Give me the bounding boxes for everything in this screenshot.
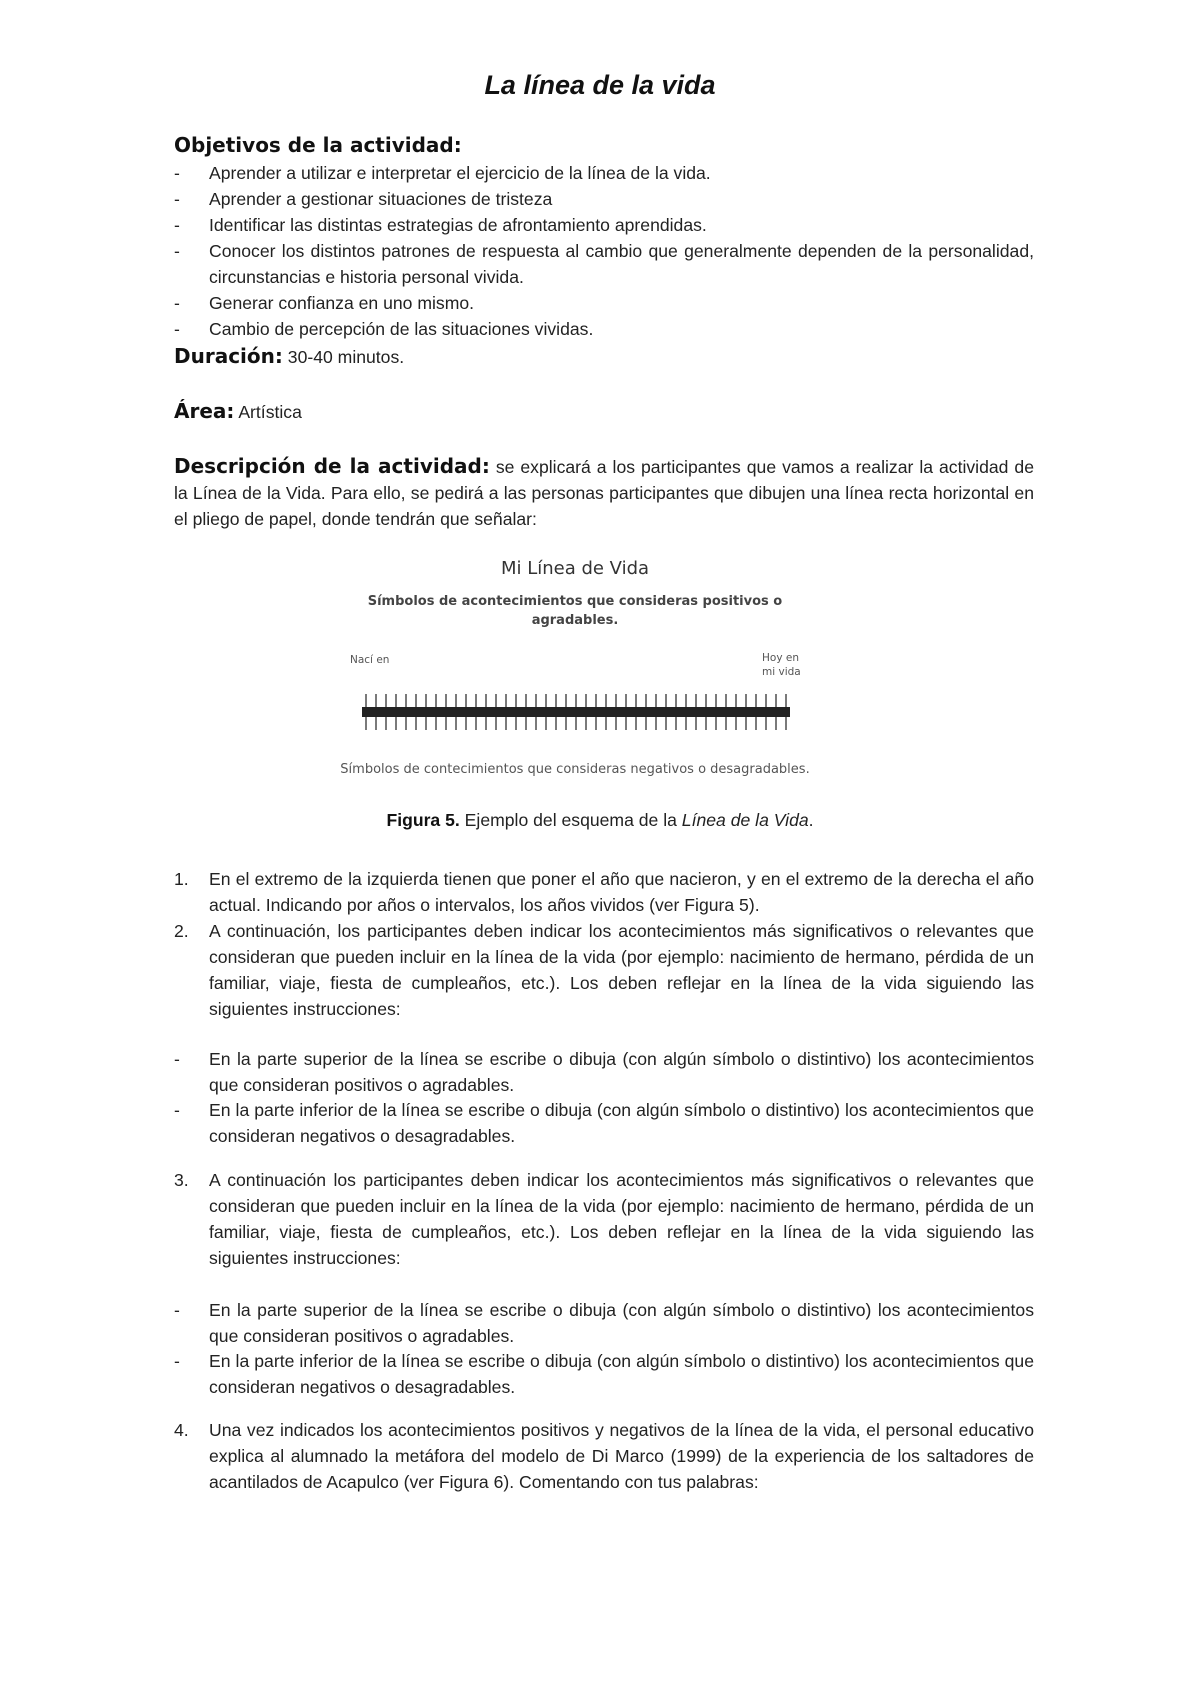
figure-left-label: Nací en [350,654,390,666]
bullet-superior: En la parte superior de la línea se escribe o dibuja (con algún símbolo o distintivo) los acontecimientos que consideran positivos o agradables. [209,1300,1034,1346]
area-label: Área: [174,399,235,423]
duracion-label: Duración: [174,344,283,368]
figure-positive-label: Símbolos de acontecimientos que consideras positivos o agradables. [367,594,783,628]
bullet-inferior: En la parte inferior de la línea se escribe o dibuja (con algún símbolo o distintivo) los acontecimientos que consideran negativos o desagradables. [209,1100,1034,1146]
list-marker: - [174,215,180,235]
step-number: 2. [174,921,189,941]
caption-label: Figura 5. [386,810,460,830]
duracion-value: 30-40 minutos. [282,347,405,367]
bullet-superior: En la parte superior de la línea se escribe o dibuja (con algún símbolo o distintivo) los acontecimientos que consideran positivos o agradables. [209,1049,1034,1095]
caption-italic: Línea de la Vida [681,810,809,830]
figure-title: Mi Línea de Vida [500,558,650,579]
list-marker: - [174,1300,180,1320]
step-number: 1. [174,869,189,889]
step-text: A continuación los participantes deben indicar los acontecimientos más significativos o relevantes que consideran que pueden incluir en la línea de la vida (por ejemplo: nacimiento de hermano, pérdida de un familiar, viaje, fiesta de cumpleaños, etc.). Los deben reflejar en la línea de la vida siguiendo las siguientes instrucciones: [209,1170,1034,1268]
objetivo-text: Aprender a gestionar situaciones de tristeza [209,189,553,209]
list-marker: - [174,1100,180,1120]
step-text: En el extremo de la izquierda tienen que poner el año que nacieron, y en el extremo de la derecha el año actual. Indicando por años o intervalos, los años vividos (ver Figura 5). [209,869,1034,915]
list-marker: - [174,1351,180,1371]
step-number: 4. [174,1420,189,1440]
page-title: La línea de la vida [484,70,716,100]
figure-negative-label: Símbolos de contecimientos que consideras negativos o desagradables. [340,762,810,777]
list-marker: - [174,319,180,339]
descripcion-label: Descripción de la actividad: [174,454,490,478]
step-text: Una vez indicados los acontecimientos positivos y negativos de la línea de la vida, el personal educativo explica al alumnado la metáfora del modelo de Di Marco (1999) de la experiencia de los saltadores de acantilados de Acapulco (ver Figura 6). Comentando con tus palabras: [209,1420,1034,1492]
descripcion-text: se explicará a los participantes que vamos a realizar la actividad de la Línea de la Vida. Para ello, se pedirá a las personas participantes que dibujen una línea recta horizontal en el pliego de papel, donde tendrán que señalar: [174,457,1034,529]
list-marker: - [174,163,180,183]
figure-caption [0,810,1200,831]
timeline-graphic [362,692,790,732]
objetivos-heading: Objetivos de la actividad: [174,133,462,157]
objetivo-text: Cambio de percepción de las situaciones vividas. [209,319,594,339]
duracion-line [174,343,1034,370]
bullet-inferior: En la parte inferior de la línea se escribe o dibuja (con algún símbolo o distintivo) los acontecimientos que consideran negativos o desagradables. [209,1351,1034,1397]
objetivo-text: Identificar las distintas estrategias de afrontamiento aprendidas. [209,215,707,235]
objetivo-text: Generar confianza en uno mismo. [209,293,475,313]
list-marker: - [174,241,180,261]
step-text: A continuación, los participantes deben indicar los acontecimientos más significativos o relevantes que consideran que pueden incluir en la línea de la vida (por ejemplo: nacimiento de hermano, pérdida de un familiar, viaje, fiesta de cumpleaños, etc.). Los deben reflejar en la línea de la vida siguiendo las siguientes instrucciones: [209,921,1034,1019]
caption-end: . [808,810,814,830]
figure-right-label: Hoy en mi vida [762,652,801,678]
step-number: 3. [174,1170,189,1190]
area-value: Artística [234,402,302,422]
life-line-figure [340,552,810,802]
area-line [174,398,1034,425]
list-marker: - [174,189,180,209]
list-marker: - [174,1049,180,1069]
objetivo-text: Aprender a utilizar e interpretar el ejercicio de la línea de la vida. [209,163,711,183]
list-marker: - [174,293,180,313]
objetivo-text: Conocer los distintos patrones de respuesta al cambio que generalmente dependen de la personalidad, circunstancias e historia personal vivida. [209,241,1034,287]
descripcion-paragraph [174,453,1034,532]
caption-text: Ejemplo del esquema de la [459,810,682,830]
